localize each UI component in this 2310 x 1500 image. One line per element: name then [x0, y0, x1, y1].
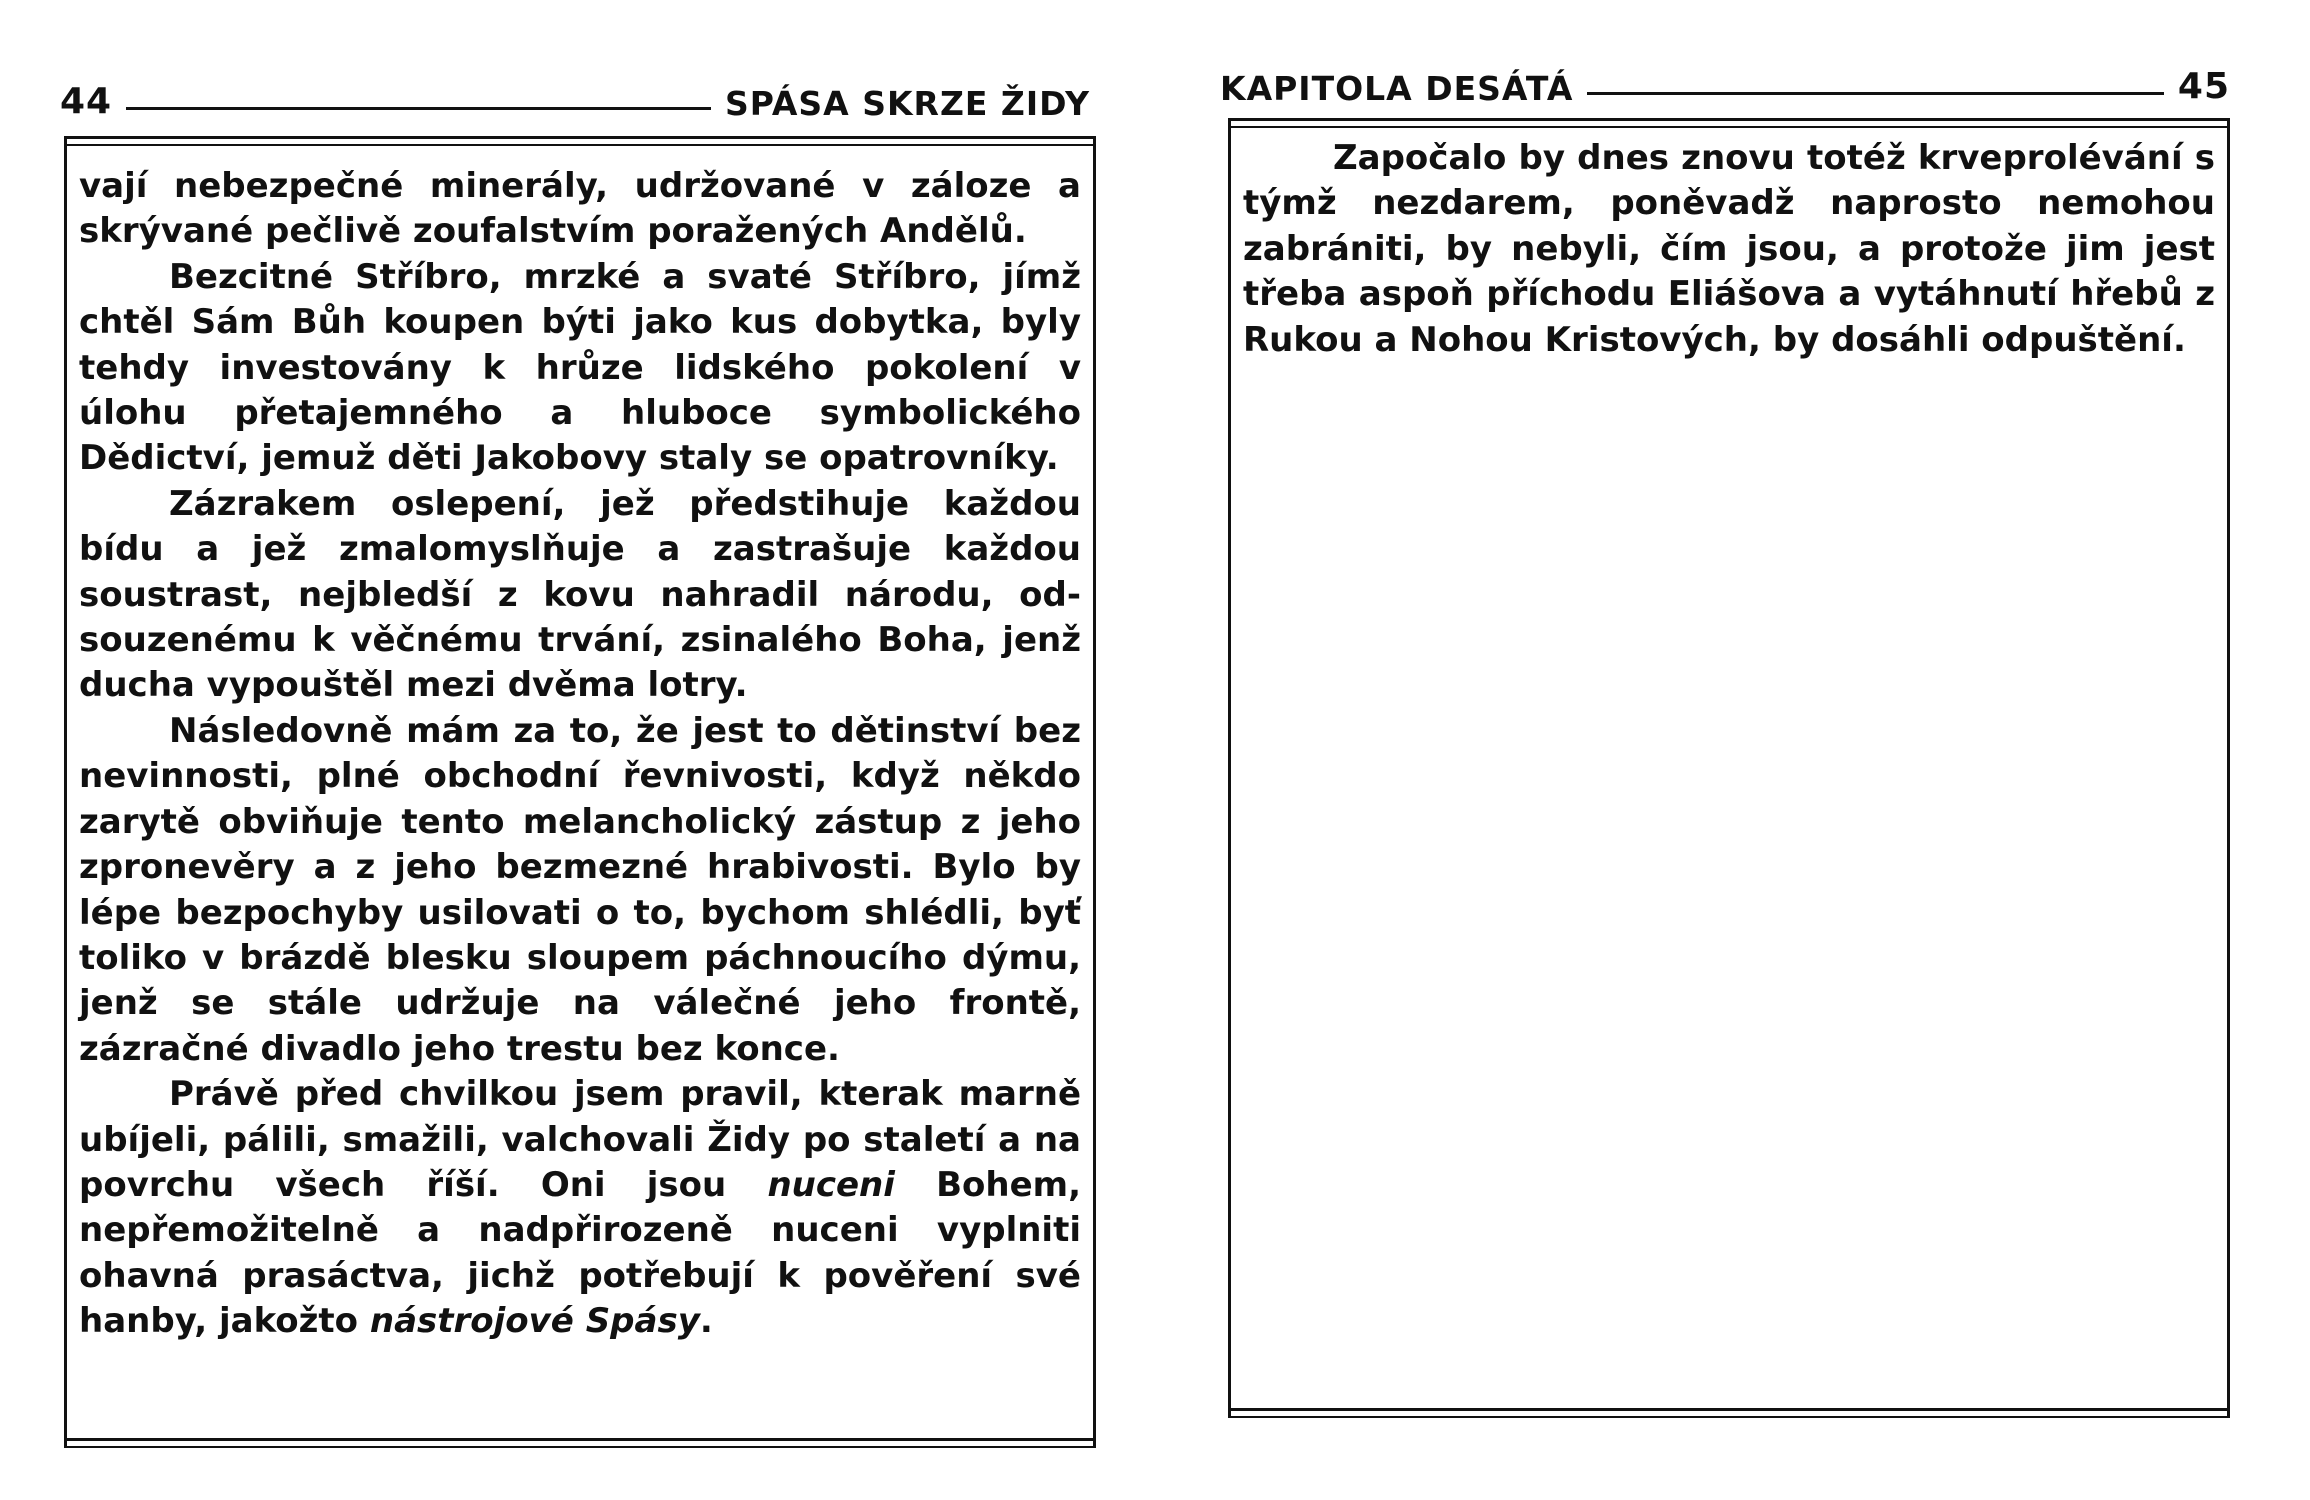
italic-text: nástrojové Spásy — [369, 1301, 700, 1342]
italic-text: nuceni — [767, 1164, 895, 1205]
paragraph — [79, 164, 1081, 255]
paragraph — [79, 482, 1081, 709]
text-segment: Bohem, nepřemožitelně a nadpřirozeně nuceni vyplniti ohavná prasáctva, jichž potřebují k pověření své hanby, jakožto — [79, 1164, 1081, 1342]
text-segment: Zázrakem oslepení, jež předstihuje každou bídu a jež zmalomyslňuje a zastrašuje každou soustrast, nejbledší z kovu nahradil národu, odsouzenému k věčnému trvání, zsinalého Boha, jenž ducha vypouštěl mezi dvěma lotry. — [79, 483, 1081, 706]
left-page-number: 44 — [60, 81, 113, 122]
left-head-rule — [126, 107, 711, 110]
left-top-double-rule — [67, 136, 1093, 146]
paragraph — [1243, 136, 2215, 363]
left-text-frame — [64, 136, 1096, 1448]
left-running-head — [60, 60, 1090, 123]
paragraph — [79, 255, 1081, 482]
text-segment: Následovně mám za to, že jest to dětinství bez nevinnosti, plné obchodní řevnivosti, když někdo zarytě obviňuje tento melancholický zástup z jeho zpronevěry a z jeho bezmezné hrabivosti. Bylo by lépe bezpochyby usilovati o to, bychom shlédli, byť toliko v brázdě blesku sloupem páchnoucího dýmu, jenž se stále udržuje na válečné jeho frontě, zázračné divadlo jeho trestu bez konce. — [79, 710, 1081, 1069]
right-top-double-rule — [1231, 118, 2227, 128]
text-segment: Bezcitné Stříbro, mrzké a svaté Stříbro, jímž chtěl Sám Bůh koupen býti jako kus dobytka, byly tehdy investovány k hrůze lidského pokolení v úlohu přetajemného a hluboce symbolického Dědictví, jemuž děti Jakobovy staly se opatrovníky. — [79, 256, 1081, 479]
text-segment: Právě před chvilkou jsem pravil, kterak marně ubíjeli, pálili, smažili, valchovali Židy po staletí a na povrchu všech říší. Oni jsou — [79, 1074, 1081, 1205]
text-segment: vají nebezpečné minerály, udržované v záloze a skrývané pečlivě zoufalstvím poražených Andělů. — [79, 166, 1081, 252]
left-running-title: SPÁSA SKRZE ŽIDY — [724, 84, 1090, 123]
left-bottom-double-rule — [67, 1438, 1093, 1448]
left-text-body — [79, 164, 1081, 1345]
paragraph — [79, 1072, 1081, 1344]
right-text-body — [1243, 136, 2215, 363]
right-head-rule — [1587, 92, 2164, 95]
paragraph — [79, 709, 1081, 1072]
right-text-frame — [1228, 118, 2230, 1418]
text-segment: . — [699, 1301, 713, 1342]
right-running-head — [1220, 45, 2230, 108]
right-running-title: KAPITOLA DESÁTÁ — [1220, 69, 1574, 108]
right-bottom-double-rule — [1231, 1408, 2227, 1418]
right-page-number: 45 — [2177, 66, 2230, 107]
text-segment: Započalo by dnes znovu totéž krveprolévání s týmž nezdarem, poněvadž naprosto nemohou zabrániti, by nebyli, čím jsou, a protože jim jest třeba aspoň příchodu Eliášova a vytáhnutí hřebů z Rukou a Nohou Kristových, by dosáhli odpuštění. — [1243, 138, 2215, 360]
right-page — [1155, 0, 2310, 1500]
